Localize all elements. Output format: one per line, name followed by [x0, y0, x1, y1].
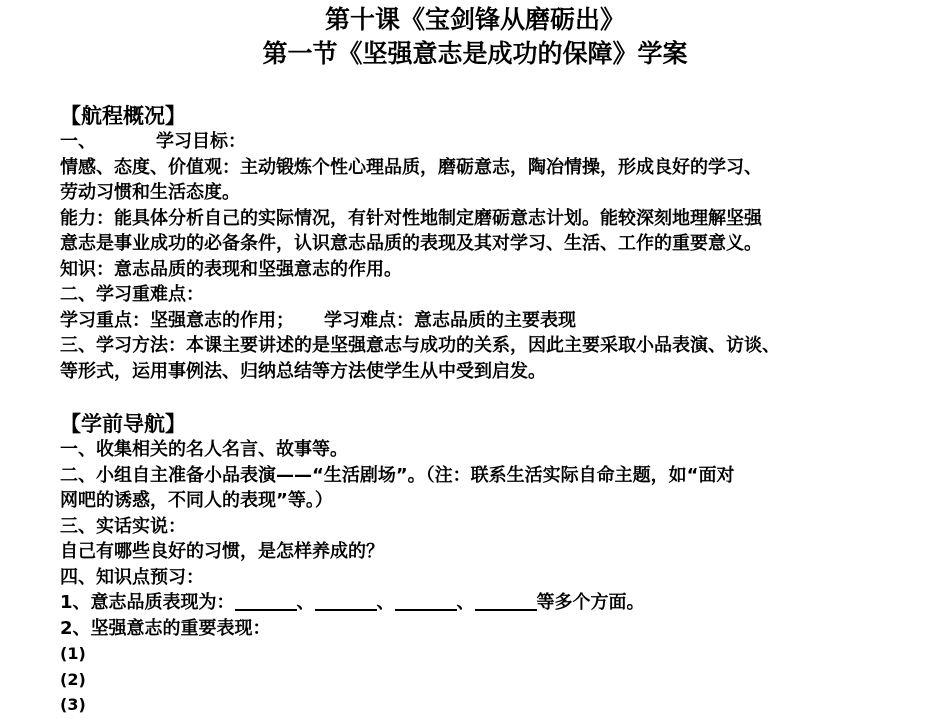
page-subtitle: 第一节《坚强意志是成功的保障》学案	[262, 39, 688, 68]
answer-item-2: (2)	[60, 669, 86, 689]
fill-blank-2[interactable]	[315, 591, 377, 611]
goals-label	[60, 129, 940, 155]
method-line1: 三、学习方法：本课主要讲述的是坚强意志与成功的关系，因此主要采取小品表演、访谈、	[60, 335, 780, 356]
guide-item3: 三、实话实说：	[60, 515, 186, 537]
key-difficulty: 学习难点：意志品质的主要表现	[324, 309, 576, 331]
key-focus: 学习重点：坚强意志的作用；	[60, 309, 294, 331]
guide-item2-line2: 网吧的诱惑，不同人的表现”等。）	[60, 490, 333, 511]
fill-blank-1[interactable]	[235, 591, 297, 611]
question-1-prefix: 1、意志品质表现为：	[60, 592, 235, 613]
key-points-line	[60, 308, 940, 334]
guide-item4: 四、知识点预习：	[60, 566, 204, 588]
goals-label-number: 一、	[60, 131, 96, 152]
question-1-suffix: 等多个方面。	[536, 592, 645, 613]
section-heading-overview: 【航程概况】	[60, 104, 186, 128]
goal-emotion-line2: 劳动习惯和生活态度。	[60, 182, 240, 203]
question-2: 2、坚强意志的重要表现：	[60, 617, 271, 639]
key-points-label: 二、学习重难点：	[60, 284, 204, 305]
fill-blank-4[interactable]	[475, 591, 537, 611]
answer-item-1: (1)	[60, 644, 86, 663]
goal-ability-line1: 能力：能具体分析自己的实际情况，有针对性地制定磨砺意志计划。能较深刻地理解坚强	[60, 207, 762, 229]
guide-item3-question: 自己有哪些良好的习惯，是怎样养成的？	[60, 541, 384, 562]
fill-blank-3[interactable]	[395, 591, 457, 611]
method-line2: 等形式，运用事例法、归纳总结等方法使学生从中受到启发。	[60, 360, 546, 382]
goal-emotion-line1: 情感、态度、价值观：主动锻炼个性心理品质，磨砺意志，陶冶情操，形成良好的学习、	[60, 156, 762, 178]
guide-item1: 一、收集相关的名人名言、故事等。	[60, 439, 348, 460]
page-title: 第十课《宝剑锋从磨砺出》	[324, 5, 625, 34]
goals-label-text: 学习目标：	[156, 131, 246, 152]
goal-knowledge: 知识：意志品质的表现和坚强意志的作用。	[60, 258, 402, 280]
guide-item2-line1: 二、小组自主准备小品表演——“生活剧场”。（注：联系生活实际自命主题，如“面对	[60, 464, 735, 486]
answer-item-3: (3)	[60, 695, 86, 714]
goal-ability-line2: 意志是事业成功的必备条件，认识意志品质的表现及其对学习、生活、工作的重要意义。	[60, 233, 762, 254]
question-1: 1、意志品质表现为： 、 、 、 等多个方面。	[60, 592, 645, 613]
section-heading-guide: 【学前导航】	[60, 412, 186, 436]
document-body	[60, 100, 940, 718]
